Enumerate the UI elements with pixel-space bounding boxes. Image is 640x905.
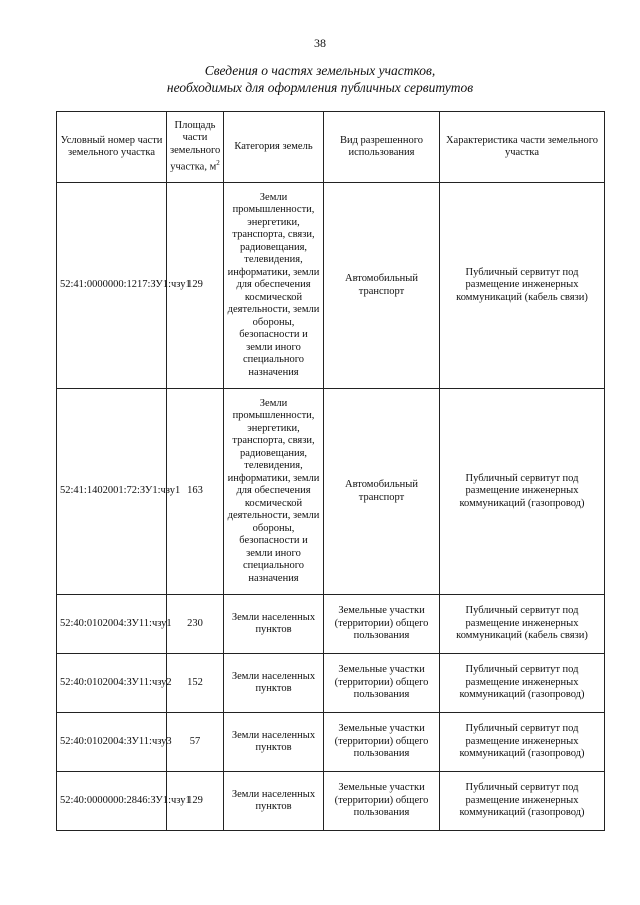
cell-land-category: Земли населенных пунктов <box>224 595 324 654</box>
cell-permitted-use: Земельные участки (территории) общего пользования <box>324 595 440 654</box>
cell-characteristic: Публичный сервитут под размещение инженерных коммуникаций (газопровод) <box>440 772 605 831</box>
header-area: Площадь части земельного участка, $м^2$ <box>167 112 224 183</box>
cell-part-number: 52:41:1402001:72:ЗУ1:чзу1 <box>57 389 167 595</box>
cell-area: 163 <box>167 389 224 595</box>
cell-part-number: 52:40:0000000:2846:ЗУ1:чзу1 <box>57 772 167 831</box>
header-part-number: Условный номер части земельного участка <box>57 112 167 183</box>
cell-part-number: 52:40:0102004:ЗУ11:чзу2 <box>57 654 167 713</box>
cell-characteristic: Публичный сервитут под размещение инженерных коммуникаций (газопровод) <box>440 654 605 713</box>
cell-area: 57 <box>167 713 224 772</box>
table-row <box>57 713 605 772</box>
cell-part-number: 52:40:0102004:ЗУ11:чзу3 <box>57 713 167 772</box>
cell-land-category: Земли населенных пунктов <box>224 654 324 713</box>
cell-land-category: Земли промышленности, энергетики, транспорта, связи, радиовещания, телевидения, информатики, земли для обеспечения космической деятельности, земли обороны, безопасности и земли иного специального назначения <box>224 389 324 595</box>
cell-land-category: Земли промышленности, энергетики, транспорта, связи, радиовещания, телевидения, информатики, земли для обеспечения космической деятельности, земли обороны, безопасности и земли иного специального назначения <box>224 183 324 389</box>
table-header-row <box>57 112 605 183</box>
table-row <box>57 389 605 595</box>
cell-part-number: 52:40:0102004:ЗУ11:чзу1 <box>57 595 167 654</box>
cell-area: 152 <box>167 654 224 713</box>
cell-permitted-use: Земельные участки (территории) общего пользования <box>324 654 440 713</box>
cell-land-category: Земли населенных пунктов <box>224 713 324 772</box>
cell-area: 230 <box>167 595 224 654</box>
cell-characteristic: Публичный сервитут под размещение инженерных коммуникаций (газопровод) <box>440 713 605 772</box>
cell-permitted-use: Автомобильный транспорт <box>324 389 440 595</box>
table-row <box>57 772 605 831</box>
table-row <box>57 595 605 654</box>
document-title-line-2: необходимых для оформления публичных сервитутов <box>166 80 474 95</box>
cell-permitted-use: Земельные участки (территории) общего пользования <box>324 713 440 772</box>
cell-permitted-use: Автомобильный транспорт <box>324 183 440 389</box>
cell-characteristic: Публичный сервитут под размещение инженерных коммуникаций (кабель связи) <box>440 595 605 654</box>
header-permitted-use: Вид разрешенного использования <box>324 112 440 183</box>
cell-area: 129 <box>167 183 224 389</box>
servitudes-table <box>56 111 605 831</box>
cell-characteristic: Публичный сервитут под размещение инженерных коммуникаций (кабель связи) <box>440 183 605 389</box>
header-land-category: Категория земель <box>224 112 324 183</box>
page-number: 38 <box>314 36 326 50</box>
cell-land-category: Земли населенных пунктов <box>224 772 324 831</box>
header-area-unit-superscript: 2 <box>216 159 220 168</box>
document-title <box>0 62 640 96</box>
cell-permitted-use: Земельные участки (территории) общего пользования <box>324 772 440 831</box>
table-row <box>57 183 605 389</box>
document-title-line-1: Сведения о частях земельных участков, <box>204 63 436 78</box>
table-row <box>57 654 605 713</box>
cell-area: 129 <box>167 772 224 831</box>
cell-part-number: 52:41:0000000:1217:ЗУ1:чзу1 <box>57 183 167 389</box>
cell-characteristic: Публичный сервитут под размещение инженерных коммуникаций (газопровод) <box>440 389 605 595</box>
header-characteristic: Характеристика части земельного участка <box>440 112 605 183</box>
